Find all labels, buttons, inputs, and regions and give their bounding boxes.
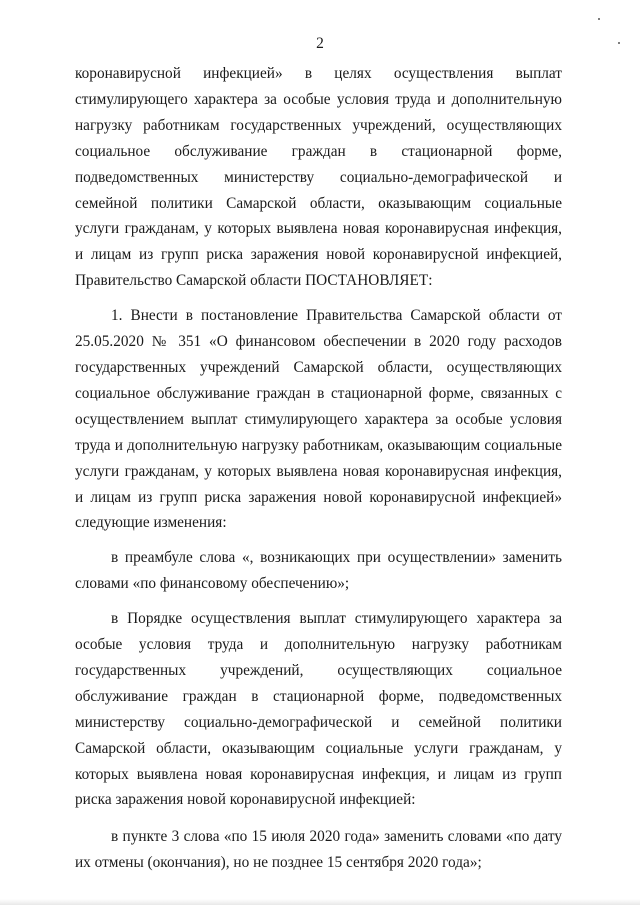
page-number: 2 bbox=[316, 35, 324, 52]
scan-bottom-edge bbox=[0, 899, 640, 905]
scan-speck bbox=[618, 42, 620, 44]
document-body bbox=[75, 61, 562, 876]
paragraph-item-1: 1. Внести в постановление Правительства Самарской области от 25.05.2020 № 351 «О финансовом обеспечении в 2020 году расходов государственных учреждений Самарской области, осуществляющих социальное обслуживание граждан в стационарной форме, связанных с осуществлением выплат стимулирующего характера за особые условия труда и дополнительную нагрузку работникам, оказывающим социальные услуги гражданам, у которых выявлена новая коронавирусная инфекция, и лицам из групп риска заражения новой коронавирусной инфекцией» следующие изменения: bbox=[75, 307, 562, 532]
paragraph-preamble-change: в преамбуле слова «, возникающих при осуществлении» заменить словами «по финансовому обеспечению»; bbox=[75, 549, 562, 593]
scan-speck bbox=[598, 18, 600, 20]
paragraph-procedure-change: в Порядке осуществления выплат стимулирующего характера за особые условия труда и дополнительную нагрузку работникам государственных учреждений, осуществляющих социальное обслуживание граждан в стационарной форме, подведомственных министерству социально-демографической и семейной политики Самарской области, оказывающим социальные услуги гражданам, у которых выявлена новая коронавирусная инфекция, и лицам из групп риска заражения новой коронавирусной инфекцией: bbox=[75, 610, 562, 809]
paragraph-point-3-change: в пункте 3 слова «по 15 июля 2020 года» заменить словами «по дату их отмены (окончания), но не позднее 15 сентября 2020 года»; bbox=[75, 828, 562, 872]
paragraph-preamble-continuation: коронавирусной инфекцией» в целях осуществления выплат стимулирующего характера за особые условия труда и дополнительную нагрузку работникам государственных учреждений, осуществляющих социальное обслуживание граждан в стационарной форме, подведомственных министерству социально-демографической и семейной политики Самарской области, оказывающим социальные услуги гражданам, у которых выявлена новая коронавирусная инфекция, и лицам из групп риска заражения новой коронавирусной инфекцией, Правительство Самарской области ПОСТАНОВЛЯЕТ: bbox=[75, 65, 562, 290]
